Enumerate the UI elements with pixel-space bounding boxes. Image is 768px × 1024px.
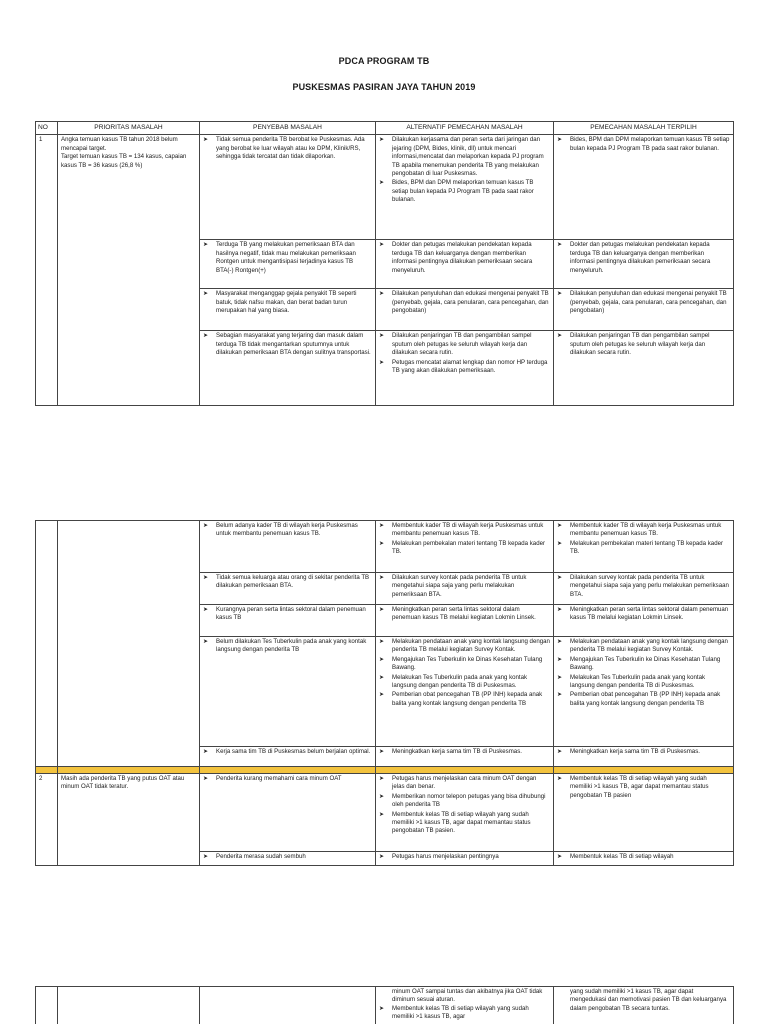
table-row [36,135,734,240]
col-header-terpilih: PEMECAHAN MASALAH TERPILIH [554,122,734,135]
list-item: ➤ Dokter dan petugas melakukan pendekatan kepada terduga TB dan keluarganya dengan memberikan informasi pentingnya dilakukan pemeriksaan secara menyeluruh. [557,241,730,275]
table-header-row [36,122,734,135]
separator-cell [58,767,200,774]
list-item: ➤ Meningkatkan peran serta lintas sektoral dalam penemuan kasus TB melalui kegiatan Lokmin Linsek. [379,606,550,623]
terpilih-cell [554,135,734,240]
list-item: ➤ Kerja sama tim TB di Puskesmas belum berjalan optimal. [203,748,372,756]
list-item: ➤ Melakukan Tes Tuberkulin pada anak yang kontak langsung dengan penderita TB di Puskesmas. [379,674,550,691]
penyebab-cell [200,605,376,637]
terpilih-cell [554,774,734,852]
penyebab-cell [200,240,376,289]
list-item: ➤ Petugas mencatat alamat lengkap dan nomor HP terduga TB yang akan dilakukan pemeriksaan. [379,359,550,376]
separator-cell [376,767,554,774]
list-item: ➤ Meningkatkan kerja sama tim TB di Puskesmas. [379,748,550,756]
terpilih-cell [554,573,734,605]
list-item: ➤ Memberikan nomor telepon petugas yang bisa dihubungi oleh penderita TB [379,793,550,810]
list-item: ➤ Membentuk kelas TB di setiap wilayah yang sudah memiliki >1 kasus TB, agar dapat memantau status pengobatan TB pasien [557,775,730,800]
penyebab-cell [200,331,376,406]
list-item: ➤ Melakukan pembekalan materi tentang TB kepada kader TB. [379,540,550,557]
list-item: ➤ Dilakukan survey kontak pada penderita TB untuk mengetahui siapa saja yang perlu melakukan pemeriksaan BTA. [379,574,550,599]
document-subtitle: PUSKESMAS PASIRAN JAYA TAHUN 2019 [292,82,476,92]
document-title: PDCA PROGRAM TB [338,56,430,66]
alternatif-cell [376,240,554,289]
list-item: ➤ Sebagian masyarakat yang terjaring dan masuk dalam terduga TB tidak mengantarkan sputumnya untuk dilakukan pemeriksaan BTA dengan sulitnya transportasi. [203,332,372,357]
terpilih-cell [554,852,734,866]
pdca-table-page-2 [35,520,734,866]
list-item: ➤ Bides, BPM dan DPM melaporkan temuan kasus TB setiap bulan kepada PJ Program TB pada saat rakor bulanan. [557,136,730,153]
terpilih-cell [554,289,734,331]
penyebab-cell [200,747,376,767]
list-item: ➤ Dilakukan kerjasama dan peran serta dari jaringan dan jejaring (DPM, Bides, klinik, dll) untuk mencari informasi,mencatat dan melaporkan kepada PJ program TB apabila menemukan penderita TB yang melakukan pengobatan di luar Puskesmas. [379,136,550,178]
separator-cell [554,767,734,774]
terpilih-cell [554,605,734,637]
penyebab-cell [200,852,376,866]
list-item: ➤ Dilakukan penjaringan TB dan pengambilan sampel sputum oleh petugas ke seluruh wilayah kerja dan dilakukan secara rutin. [379,332,550,357]
list-item: ➤ Pemberian obat pencegahan TB (PP INH) kepada anak balita yang kontak langsung dengan penderita TB [557,691,730,708]
row-number [36,521,58,767]
list-item: ➤ Pemberian obat pencegahan TB (PP INH) kepada anak balita yang kontak langsung dengan penderita TB [379,691,550,708]
penyebab-cell [200,521,376,573]
col-header-no: NO [36,122,58,135]
separator-cell [200,767,376,774]
list-item: ➤ Melakukan pendataan anak yang kontak langsung dengan penderita TB melalui kegiatan Survey Kontak. [379,638,550,655]
list-item: ➤ Membentuk kader TB di wilayah kerja Puskesmas untuk membantu penemuan kasus TB. [557,522,730,539]
list-item: ➤ Tidak semua penderita TB berobat ke Puskesmas. Ada yang berobat ke luar wilayah atau ke DPM, Klinik/RS, sehingga tidak tercatat dan tidak dilaporkan. [203,136,372,161]
penyebab-cell [200,987,376,1024]
list-item: ➤ Belum dilakukan Tes Tuberkulin pada anak yang kontak langsung dengan penderita TB [203,638,372,655]
list-item: ➤ Membentuk kader TB di wilayah kerja Puskesmas untuk membantu penemuan kasus TB. [379,522,550,539]
list-item: ➤ Mengajukan Tes Tuberkulin ke Dinas Kesehatan Tulang Bawang. [379,656,550,673]
alternatif-cell [376,852,554,866]
list-item: ➤ Melakukan pembekalan materi tentang TB kepada kader TB. [557,540,730,557]
prioritas-text: Angka temuan kasus TB tahun 2018 belum mencapai target. [61,136,178,152]
alternatif-cell [376,987,554,1024]
alternatif-cell [376,605,554,637]
alternatif-cell [376,747,554,767]
list-item: ➤ Membentuk kelas TB di setiap wilayah yang sudah memiliki >1 kasus TB, agar [379,1005,550,1022]
col-header-prioritas: PRIORITAS MASALAH [58,122,200,135]
penyebab-cell [200,774,376,852]
alternatif-cell [376,573,554,605]
table-row [36,987,734,1024]
penyebab-cell [200,135,376,240]
col-header-alternatif: ALTERNATIF PEMECAHAN MASALAH [376,122,554,135]
list-item: ➤ Kurangnya peran serta lintas sektoral dalam penemuan kasus TB [203,606,372,623]
page-2 [0,470,768,980]
pdca-table-page-1 [35,121,734,406]
table-row [36,774,734,852]
penyebab-cell [200,289,376,331]
prioritas-cell [58,521,200,767]
list-item: ➤ Penderita kurang memahami cara minum OAT [203,775,372,783]
row-number [36,987,58,1024]
page-3 [0,980,768,1024]
alternatif-cell [376,637,554,747]
list-item: ➤ Membentuk kelas TB di setiap wilayah [557,853,730,861]
terpilih-cell [554,521,734,573]
terpilih-cell [554,240,734,289]
list-item: ➤ Petugas harus menjelaskan pentingnya [379,853,550,861]
prioritas-target: Target temuan kasus TB = 134 kasus, capaian kasus TB = 36 kasus (26,8 %) [61,153,187,169]
col-header-penyebab: PENYEBAB MASALAH [200,122,376,135]
pdca-table-page-3 [35,986,734,1024]
row-number: 1 [36,135,58,406]
prioritas-cell: Masih ada penderita TB yang putus OAT atau minum OAT tidak teratur. [58,774,200,866]
terpilih-cell [554,637,734,747]
row-number: 2 [36,774,58,866]
alternatif-cell [376,135,554,240]
penyebab-cell [200,573,376,605]
list-item: ➤ Meningkatkan peran serta lintas sektoral dalam penemuan kasus TB melalui kegiatan Lokmin Linsek. [557,606,730,623]
terpilih-cell [554,987,734,1024]
list-item: ➤ Meningkatkan kerja sama tim TB di Puskesmas. [557,748,730,756]
page-1 [0,0,768,470]
prioritas-cell [58,987,200,1024]
list-item-continued: minum OAT sampai tuntas dan akibatnya jika OAT tidak diminum sesuai aturan. [392,988,543,1004]
list-item: ➤ Terduga TB yang melakukan pemeriksaan BTA dan hasilnya negatif, tidak mau melakukan pemeriksaan Rontgen untuk mengantisipasi terjadinya kasus TB BTA(-) Rontgen(+) [203,241,372,275]
alternatif-cell [376,774,554,852]
penyebab-cell [200,637,376,747]
alternatif-cell [376,289,554,331]
list-item: ➤ Petugas harus menjelaskan cara minum OAT dengan jelas dan benar. [379,775,550,792]
list-item: ➤ Dilakukan penjaringan TB dan pengambilan sampel sputum oleh petugas ke seluruh wilayah kerja dan dilakukan secara rutin. [557,332,730,357]
separator-cell [36,767,58,774]
prioritas-cell [58,135,200,406]
list-item: ➤ Dilakukan survey kontak pada penderita TB untuk mengetahui siapa saja yang perlu melakukan pemeriksaan BTA. [557,574,730,599]
table-row [36,521,734,573]
list-item: ➤ Dilakukan penyuluhan dan edukasi mengenai penyakit TB (penyebab, gejala, cara penularan, cara pencegahan, dan pengobatan) [379,290,550,315]
list-item: ➤ Melakukan Tes Tuberkulin pada anak yang kontak langsung dengan penderita TB di Puskesmas. [557,674,730,691]
list-item: ➤ Mengajukan Tes Tuberkulin ke Dinas Kesehatan Tulang Bawang. [557,656,730,673]
list-item: ➤ Dilakukan penyuluhan dan edukasi mengenai penyakit TB (penyebab, gejala, cara penularan, cara pencegahan, dan pengobatan) [557,290,730,315]
alternatif-cell [376,521,554,573]
terpilih-cell [554,331,734,406]
list-item: ➤ Membentuk kelas TB di setiap wilayah yang sudah memiliki >1 kasus TB, agar dapat memantau status pengobatan TB pasien. [379,811,550,836]
list-item: ➤ Belum adanya kader TB di wilayah kerja Puskesmas untuk membantu penemuan kasus TB. [203,522,372,539]
alternatif-cell [376,331,554,406]
list-item: ➤ Tidak semua keluarga atau orang di sekitar penderita TB dilakukan pemeriksaan BTA. [203,574,372,591]
list-item: ➤ Dokter dan petugas melakukan pendekatan kepada terduga TB dan keluarganya dengan memberikan informasi pentingnya dilakukan pemeriksaan secara menyeluruh. [379,241,550,275]
terpilih-cell [554,747,734,767]
list-item-continued: yang sudah memiliki >1 kasus TB, agar dapat mengedukasi dan memotivasi pasien TB dan keluarganya dalam pengobatan TB secara tuntas. [570,988,727,1012]
list-item: ➤ Bides, BPM dan DPM melaporkan temuan kasus TB setiap bulan kepada PJ Program TB pada saat rakor bulanan. [379,179,550,204]
list-item: ➤ Masyarakat menganggap gejala penyakit TB seperti batuk, tidak nafsu makan, dan berat badan turun merupakan hal yang biasa. [203,290,372,315]
separator-row [36,767,734,774]
list-item: ➤ Penderita merasa sudah sembuh [203,853,372,861]
list-item: ➤ Melakukan pendataan anak yang kontak langsung dengan penderita TB melalui kegiatan Survey Kontak. [557,638,730,655]
